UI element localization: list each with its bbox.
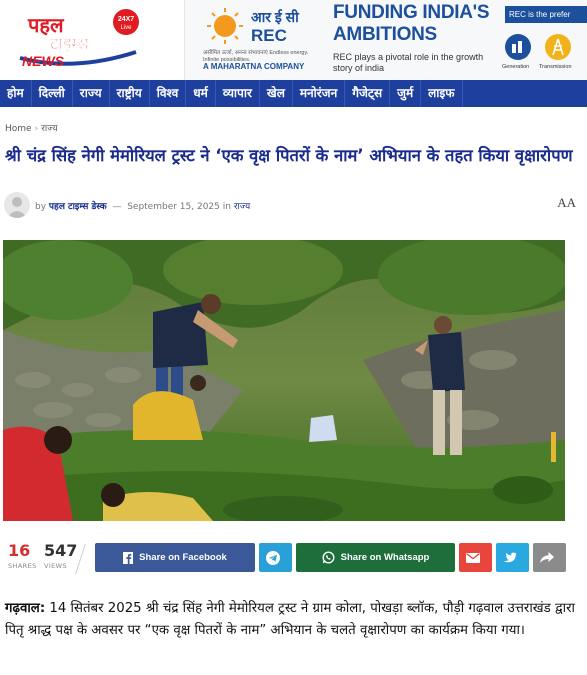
nav-item-lifestyle[interactable]: लाइफ xyxy=(421,80,462,107)
shares-label: SHARES xyxy=(8,562,37,570)
shares-count: 16 xyxy=(8,541,31,560)
breadcrumb xyxy=(5,121,58,134)
ad-pill: REC is the prefer xyxy=(505,6,587,23)
lead-dateline: गढ़वाल: xyxy=(5,601,46,616)
article-lead xyxy=(5,598,579,642)
logo-line3: NEWS xyxy=(22,53,64,69)
logo-line2: टाइम्स xyxy=(50,34,89,54)
share-facebook-label: Share on Facebook xyxy=(139,552,227,563)
article-title: श्री चंद्र सिंह नेगी मेमोरियल ट्रस्ट ने ‘एक वृक्ष पितरों के नाम’ अभियान के तहत किया वृक्षारोपण xyxy=(5,146,573,165)
share-more-button[interactable] xyxy=(533,543,566,572)
breadcrumb-separator: › xyxy=(34,124,39,134)
article-meta xyxy=(4,192,584,218)
share-facebook-button[interactable] xyxy=(95,543,255,572)
breadcrumb-current[interactable]: राज्य xyxy=(41,124,58,134)
nav-item-gadgets[interactable]: गैजेट्स xyxy=(345,80,390,107)
rec-company: A MAHARATNA COMPANY xyxy=(203,62,305,71)
nav-item-delhi[interactable]: दिल्ली xyxy=(32,80,73,107)
twitter-icon xyxy=(503,552,517,564)
ad-copy: REC plays a pivotal role in the growth story of india xyxy=(333,52,484,73)
main-nav xyxy=(0,80,587,107)
nav-item-sports[interactable]: खेल xyxy=(260,80,293,107)
header-advertisement[interactable] xyxy=(184,0,587,80)
nav-item-business[interactable]: व्यापार xyxy=(216,80,260,107)
views-count: 547 xyxy=(44,541,78,560)
nav-item-states[interactable]: राज्य xyxy=(73,80,110,107)
whatsapp-icon xyxy=(322,551,335,564)
telegram-icon xyxy=(266,551,280,565)
share-whatsapp-label: Share on Whatsapp xyxy=(340,552,430,563)
logo-line1: पहल xyxy=(28,13,64,37)
rec-logo xyxy=(199,6,317,74)
sun-icon xyxy=(203,6,247,46)
share-arrow-icon xyxy=(540,552,554,563)
shares-stat xyxy=(8,540,37,570)
meta-by: by xyxy=(35,202,47,212)
views-label: VIEWS xyxy=(44,562,68,570)
nav-item-entertainment[interactable]: मनोरंजन xyxy=(293,80,345,107)
nav-item-religion[interactable]: धर्म xyxy=(186,80,216,107)
generation-label: Generation xyxy=(502,64,530,70)
category-link[interactable]: राज्य xyxy=(233,202,251,212)
share-telegram-button[interactable] xyxy=(259,543,292,572)
generation-icon xyxy=(505,34,531,60)
share-email-button[interactable] xyxy=(459,543,492,572)
meta-in: in xyxy=(222,202,231,212)
facebook-icon xyxy=(123,552,133,564)
rec-tagline: असीमित ऊर्जा, अनन्त संभावनाएं Endless energy. Infinite possibilities. xyxy=(203,50,309,63)
rec-brand: REC xyxy=(251,26,287,45)
rec-hindi: आर ई सी xyxy=(251,9,299,25)
logo-badge-top: 24X7 xyxy=(117,16,135,23)
ad-headline: FUNDING INDIA'S AMBITIONS xyxy=(333,2,490,45)
breadcrumb-home[interactable]: Home xyxy=(5,124,32,134)
logo-badge-bottom: Live xyxy=(120,25,132,31)
transmission-label: Transmission xyxy=(539,64,572,70)
site-logo[interactable] xyxy=(14,8,144,72)
font-size-toggle[interactable]: AA xyxy=(557,195,576,210)
publish-date: September 15, 2025 xyxy=(127,202,220,212)
author-link[interactable]: पहल टाइम्स डेस्क xyxy=(48,202,107,212)
nav-item-national[interactable]: राष्ट्रीय xyxy=(110,80,150,107)
share-whatsapp-button[interactable] xyxy=(296,543,455,572)
site-header xyxy=(0,0,587,80)
transmission-icon xyxy=(545,34,571,60)
meta-line xyxy=(35,199,250,212)
share-twitter-button[interactable] xyxy=(496,543,529,572)
nav-item-crime[interactable]: जुर्म xyxy=(390,80,421,107)
email-icon xyxy=(466,553,480,563)
author-avatar[interactable] xyxy=(4,192,30,218)
nav-item-world[interactable]: विश्व xyxy=(150,80,187,107)
lead-text: 14 सितंबर 2025 श्री चंद्र सिंह नेगी मेमोरियल ट्रस्ट ने ग्राम कोला, पोखड़ा ब्लॉक, पौड़ी गढ़वाल उत्तराखंड द्वारा पितृ श्राद्ध पक्ष के अवसर पर “एक वृक्ष पितरों के नाम” अभियान के चलते वृक्षारोपण का कार्यक्रम किया गया। xyxy=(5,601,575,638)
meta-dash: — xyxy=(112,202,122,212)
nav-item-home[interactable]: होम xyxy=(0,80,32,107)
views-stat xyxy=(44,540,77,570)
article-featured-image xyxy=(3,240,565,521)
